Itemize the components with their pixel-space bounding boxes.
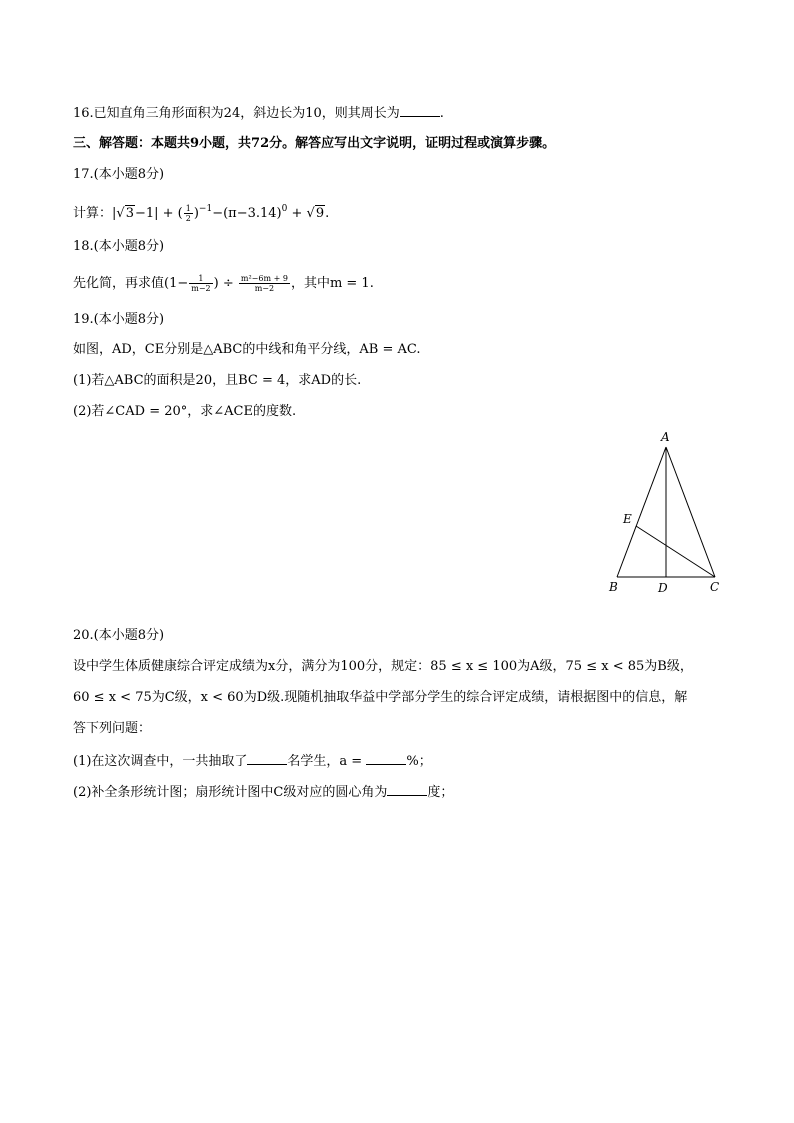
q18-prefix: 先化简，再求值(1− <box>73 276 189 291</box>
question-17-header: 17.(本小题8分) <box>73 167 165 182</box>
question-18-header: 18.(本小题8分) <box>73 239 165 254</box>
q17-exp2: 0 <box>281 204 288 214</box>
section-3-text: 三、解答题：本题共9小题，共72分。解答应写出文字说明，证明过程或演算步骤。 <box>73 136 556 151</box>
question-19-part-1: (1)若△ABC的面积是20，且BC = 4，求AD的长. <box>73 373 362 388</box>
q16-text: 16.已知直角三角形面积为24，斜边长为10，则其周长为 <box>73 106 400 121</box>
question-20-line-1: 设中学生体质健康综合评定成绩为x分，满分为100分，规定：85 ≤ x ≤ 100为A级，75 ≤ x < 85为B级， <box>73 659 693 674</box>
bisector-ce <box>636 526 715 577</box>
question-20-line-2: 60 ≤ x < 75为C级，x < 60为D级.现随机抽取华益中学部分学生的综合评定成绩，请根据图中的信息，解 <box>73 690 688 705</box>
answer-blank-students[interactable] <box>247 752 287 765</box>
label-a: A <box>661 430 670 444</box>
question-16 <box>73 104 734 123</box>
q17-part1: −1| + ( <box>134 206 183 221</box>
triangle-figure <box>600 425 730 600</box>
question-20-line-3: 答下列问题： <box>73 721 152 736</box>
answer-blank-a[interactable] <box>366 752 406 765</box>
question-20-part-1 <box>73 752 734 771</box>
q17-prefix: 计算：| <box>73 206 117 221</box>
q20-p2-a: (2)补全条形统计图；扇形统计图中C级对应的圆心角为 <box>73 785 388 800</box>
q16-end: . <box>439 106 444 121</box>
question-17-expression <box>73 200 734 223</box>
q17-end: . <box>325 206 330 221</box>
label-d: D <box>658 581 668 595</box>
q20-p2-b: 度； <box>427 785 454 800</box>
sqrt-3: √3 <box>116 206 134 221</box>
question-20-part-2 <box>73 783 734 802</box>
question-19-part-2: (2)若∠CAD = 20°，求∠ACE的度数. <box>73 404 297 419</box>
question-18-expression <box>73 274 734 293</box>
side-ac <box>666 447 715 577</box>
section-3-header <box>73 135 734 153</box>
q17-part3: −(π−3.14) <box>212 206 282 221</box>
answer-blank-angle[interactable] <box>387 783 427 796</box>
fraction-quadratic: $\frac{\text{m²−6m + 9}}{m-2}$ <box>240 274 288 293</box>
label-c: C <box>710 580 720 594</box>
q18-mid: ) ÷ <box>213 276 238 291</box>
q17-part4: + <box>287 206 307 221</box>
fraction-half: $\frac{1}{2}$ <box>185 204 191 223</box>
question-19-header: 19.(本小题8分) <box>73 312 165 327</box>
sqrt-9: √9 <box>306 206 325 221</box>
q17-exp1: −1 <box>198 204 213 214</box>
q20-p1-c: %； <box>406 754 432 769</box>
label-b: B <box>609 580 618 594</box>
q18-suffix: ，其中m = 1. <box>290 276 374 291</box>
question-19-intro: 如图，AD，CE分别是△ABC的中线和角平分线，AB = AC. <box>73 342 421 357</box>
q20-p1-a: (1)在这次调查中，一共抽取了 <box>73 754 248 769</box>
answer-blank[interactable] <box>400 104 440 117</box>
label-e: E <box>623 512 632 526</box>
question-20-header: 20.(本小题8分) <box>73 628 165 643</box>
q17-part2: ) <box>193 206 199 221</box>
fraction-1-over-m-2: $\frac{1}{m-2}$ <box>191 274 211 293</box>
q20-p1-b: 名学生，a = <box>287 754 367 769</box>
